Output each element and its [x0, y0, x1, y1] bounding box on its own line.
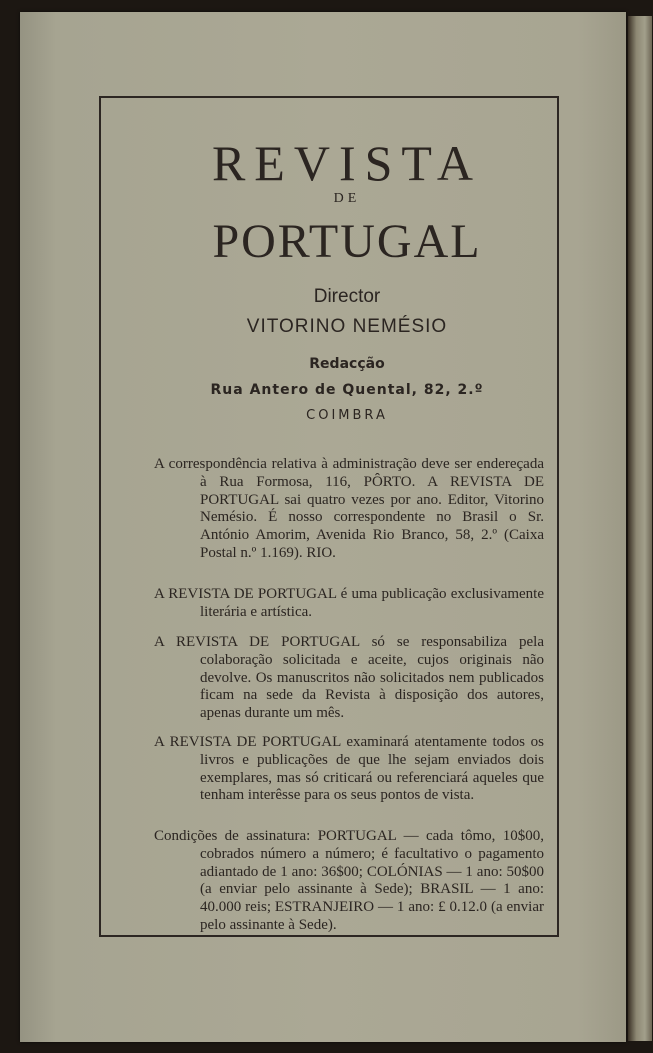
notice-reviews: A REVISTA DE PORTUGAL examinará atentamente todos os livros e publicações de que lhe sejam enviados dois exemplares, mas só criticará ou referenciará aqueles que tenham interêsse para os seus pontos de vista. [154, 734, 544, 804]
notice-subscription: Condições de assinatura: PORTUGAL — cada tômo, 10$00, cobrados número a número; é facultativo o pagamento adiantado de 1 ano: 36$00; COLÓNIAS — 1 ano: 50$00 (a enviar pelo assinante à Sede); BRASIL — 1 ano: 40.000 reis; ESTRANJEIRO — 1 ano: £ 0.12.0 (a enviar pelo assinante à Sede). [154, 828, 544, 933]
office-address: Rua Antero de Quental, 82, 2.º [210, 382, 484, 398]
notice-correspondence: A correspondência relativa à administração deve ser endereçada à Rua Formosa, 116, PÔRTO. A REVISTA DE PORTUGAL sai quatro vezes por ano. Editor, Vitorino Nemésio. É nosso correspondente no Brasil o Sr. António Amorim, Avenida Rio Branco, 58, 2.º (Caixa Postal n.º 1.169). RIO. [154, 456, 544, 561]
office-label: Redacção [309, 356, 385, 372]
page-content [119, 110, 575, 947]
office-city: COIMBRA [306, 408, 388, 423]
masthead-title-revista: REVISTA [211, 135, 483, 191]
director-name: VITORINO NEMÉSIO [246, 316, 448, 337]
masthead-title-portugal: PORTUGAL [212, 215, 482, 268]
director-label: Director [313, 286, 381, 307]
notice-responsibility: A REVISTA DE PORTUGAL só se responsabiliza pela colaboração solicitada e aceite, cujos originais não devolve. Os manuscritos não solicitados nem publicados ficam na sede da Revista à disposição dos autores, apenas durante um mês. [154, 634, 544, 722]
notice-nature: A REVISTA DE PORTUGAL é uma publicação exclusivamente literária e artística. [154, 586, 544, 620]
masthead-title-de: DE [333, 191, 361, 206]
next-page-edge [628, 16, 652, 1041]
